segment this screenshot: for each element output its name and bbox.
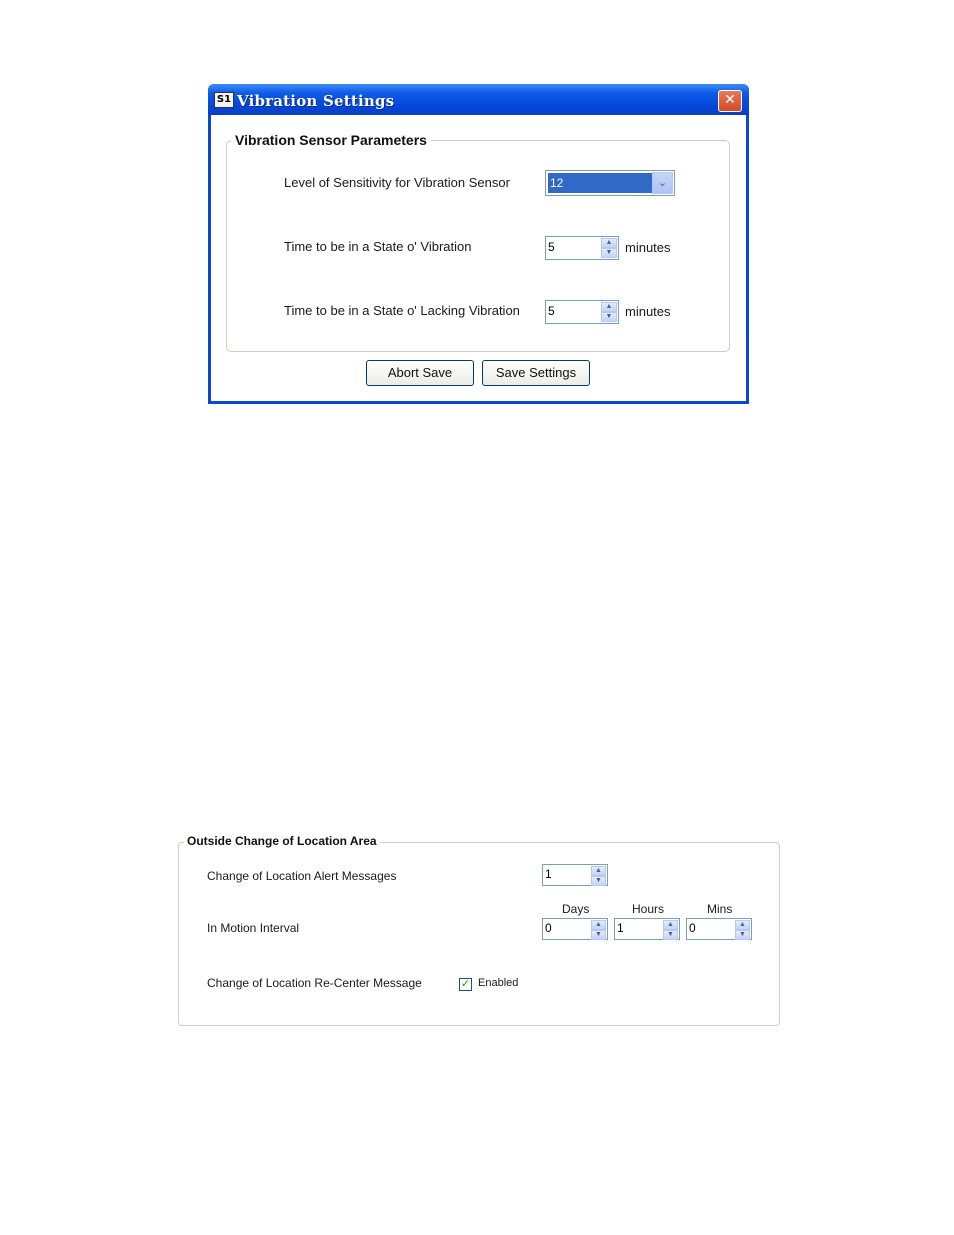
vibration-time-value: 5 [548,240,555,254]
vibration-time-stepper[interactable] [545,236,619,260]
spin-up-icon[interactable]: ▲ [591,866,606,876]
sensitivity-value: 12 [548,173,652,193]
days-stepper[interactable] [542,918,608,940]
days-header: Days [562,902,590,916]
mins-header: Mins [707,902,733,916]
alert-messages-value: 1 [545,867,552,881]
save-settings-button[interactable]: Save Settings [482,360,590,386]
abort-save-button[interactable]: Abort Save [366,360,474,386]
recenter-enabled-checkbox[interactable]: ✓ [460,978,471,990]
lacking-time-unit: minutes [625,304,671,319]
chevron-down-icon[interactable]: ⌄ [652,172,673,194]
days-value: 0 [545,921,552,935]
alert-messages-label: Change of Location Alert Messages [207,869,397,883]
spin-up-icon[interactable]: ▲ [735,920,750,930]
spin-up-icon[interactable]: ▲ [601,238,617,248]
window-title: Vibration Settings [237,92,395,110]
vibration-time-unit: minutes [625,240,671,255]
vibration-settings-window [208,84,749,404]
lacking-time-label: Time to be in a State o' Lacking Vibration [284,303,520,318]
hours-stepper[interactable] [614,918,680,940]
alert-messages-stepper[interactable] [542,864,608,886]
spin-down-icon[interactable]: ▼ [735,930,750,940]
app-icon: S1 [214,92,234,108]
vibration-time-label: Time to be in a State o' Vibration [284,239,472,254]
enabled-label[interactable]: Enabled [478,977,519,989]
mins-value: 0 [689,921,696,935]
mins-stepper[interactable] [686,918,752,940]
lacking-time-value: 5 [548,304,555,318]
spin-down-icon[interactable]: ▼ [591,876,606,886]
spin-up-icon[interactable]: ▲ [663,920,678,930]
recenter-message-label: Change of Location Re-Center Message [207,976,422,990]
sensitivity-label: Level of Sensitivity for Vibration Sensor [284,175,510,190]
spin-up-icon[interactable]: ▲ [591,920,606,930]
spin-down-icon[interactable]: ▼ [601,248,617,258]
spin-down-icon[interactable]: ▼ [601,312,617,322]
close-icon[interactable]: ✕ [718,90,742,112]
group-title: Outside Change of Location Area [184,834,380,848]
hours-header: Hours [632,902,665,916]
window-client-area [211,115,746,401]
sensitivity-select[interactable] [545,170,675,196]
hours-value: 1 [617,921,624,935]
title-bar[interactable] [208,84,749,115]
lacking-time-stepper[interactable] [545,300,619,324]
spin-down-icon[interactable]: ▼ [591,930,606,940]
group-title: Vibration Sensor Parameters [231,132,431,148]
in-motion-interval-label: In Motion Interval [207,921,300,935]
spin-up-icon[interactable]: ▲ [601,302,617,312]
spin-down-icon[interactable]: ▼ [663,930,678,940]
